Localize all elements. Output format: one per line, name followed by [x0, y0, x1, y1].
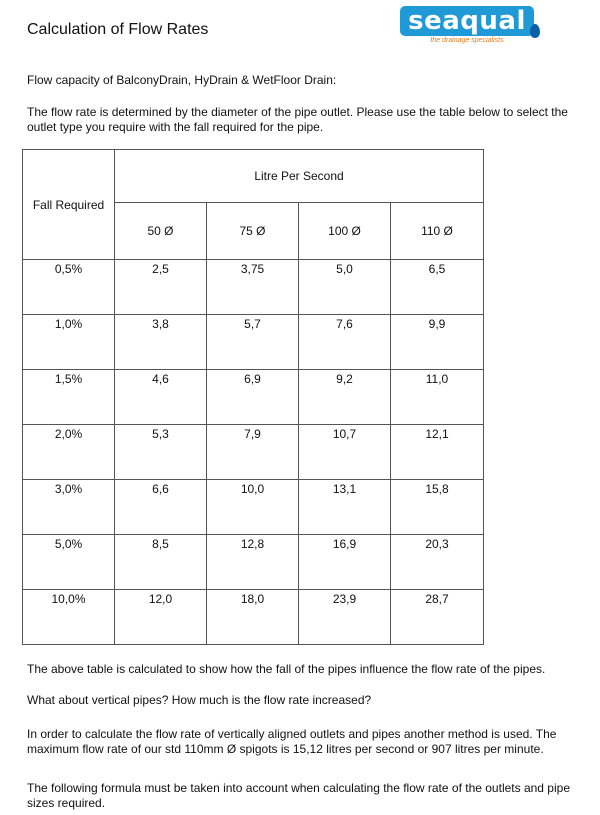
column-header-110: 110 Ø: [391, 203, 484, 260]
value-cell: 20,3: [391, 535, 484, 590]
value-cell: 3,8: [115, 315, 207, 370]
table-row: [23, 260, 484, 315]
value-cell: 28,7: [391, 590, 484, 645]
value-cell: 9,2: [299, 370, 391, 425]
value-cell: 5,0: [299, 260, 391, 315]
value-cell: 6,9: [207, 370, 299, 425]
intro-body: The flow rate is determined by the diameter of the pipe outlet. Please use the table below to select the outlet type you require with the fall required for the pipe.: [27, 105, 568, 134]
formula-note: The following formula must be taken into account when calculating the flow rate of the outlets and pipe sizes required.: [27, 781, 570, 810]
page-title: Calculation of Flow Rates: [27, 21, 209, 38]
value-cell: 12,0: [115, 590, 207, 645]
seaqual-logo: [400, 6, 536, 46]
water-drop-icon: [530, 24, 540, 38]
value-cell: 13,1: [299, 480, 391, 535]
column-header-100: 100 Ø: [299, 203, 391, 260]
value-cell: 7,6: [299, 315, 391, 370]
fall-cell: 5,0%: [23, 535, 115, 590]
fall-cell: 3,0%: [23, 480, 115, 535]
value-cell: 16,9: [299, 535, 391, 590]
value-cell: 15,8: [391, 480, 484, 535]
vertical-explanation: In order to calculate the flow rate of vertically aligned outlets and pipes another method is used. The maximum flow rate of our std 110mm Ø spigots is 15,12 litres per second or 907 litres per minute.: [27, 727, 557, 756]
table-row: [23, 425, 484, 480]
value-cell: 10,0: [207, 480, 299, 535]
intro-heading: Flow capacity of BalconyDrain, HyDrain & WetFloor Drain:: [27, 73, 337, 87]
value-cell: 7,9: [207, 425, 299, 480]
logo-tagline: the drainage specialists: [430, 37, 504, 44]
value-cell: 11,0: [391, 370, 484, 425]
value-cell: 6,6: [115, 480, 207, 535]
fall-cell: 2,0%: [23, 425, 115, 480]
value-cell: 2,5: [115, 260, 207, 315]
logo-wordmark: seaqual: [400, 6, 534, 36]
table-note: The above table is calculated to show how the fall of the pipes influence the flow rate of the pipes.: [27, 662, 546, 676]
fall-cell: 10,0%: [23, 590, 115, 645]
vertical-question: What about vertical pipes? How much is the flow rate increased?: [27, 693, 372, 707]
value-cell: 5,7: [207, 315, 299, 370]
fall-cell: 1,5%: [23, 370, 115, 425]
value-cell: 12,1: [391, 425, 484, 480]
flow-rate-table: [22, 149, 484, 645]
fall-cell: 0,5%: [23, 260, 115, 315]
fall-cell: 1,0%: [23, 315, 115, 370]
table-row: [23, 480, 484, 535]
column-header-50: 50 Ø: [115, 203, 207, 260]
value-cell: 6,5: [391, 260, 484, 315]
value-cell: 12,8: [207, 535, 299, 590]
value-cell: 3,75: [207, 260, 299, 315]
table-row: [23, 535, 484, 590]
litre-per-second-header: Litre Per Second: [115, 150, 484, 203]
value-cell: 8,5: [115, 535, 207, 590]
value-cell: 23,9: [299, 590, 391, 645]
column-header-75: 75 Ø: [207, 203, 299, 260]
value-cell: 18,0: [207, 590, 299, 645]
table-row: [23, 590, 484, 645]
value-cell: 10,7: [299, 425, 391, 480]
table-row: [23, 370, 484, 425]
fall-required-header: Fall Required: [23, 150, 115, 260]
value-cell: 4,6: [115, 370, 207, 425]
value-cell: 9,9: [391, 315, 484, 370]
table-row: [23, 315, 484, 370]
value-cell: 5,3: [115, 425, 207, 480]
